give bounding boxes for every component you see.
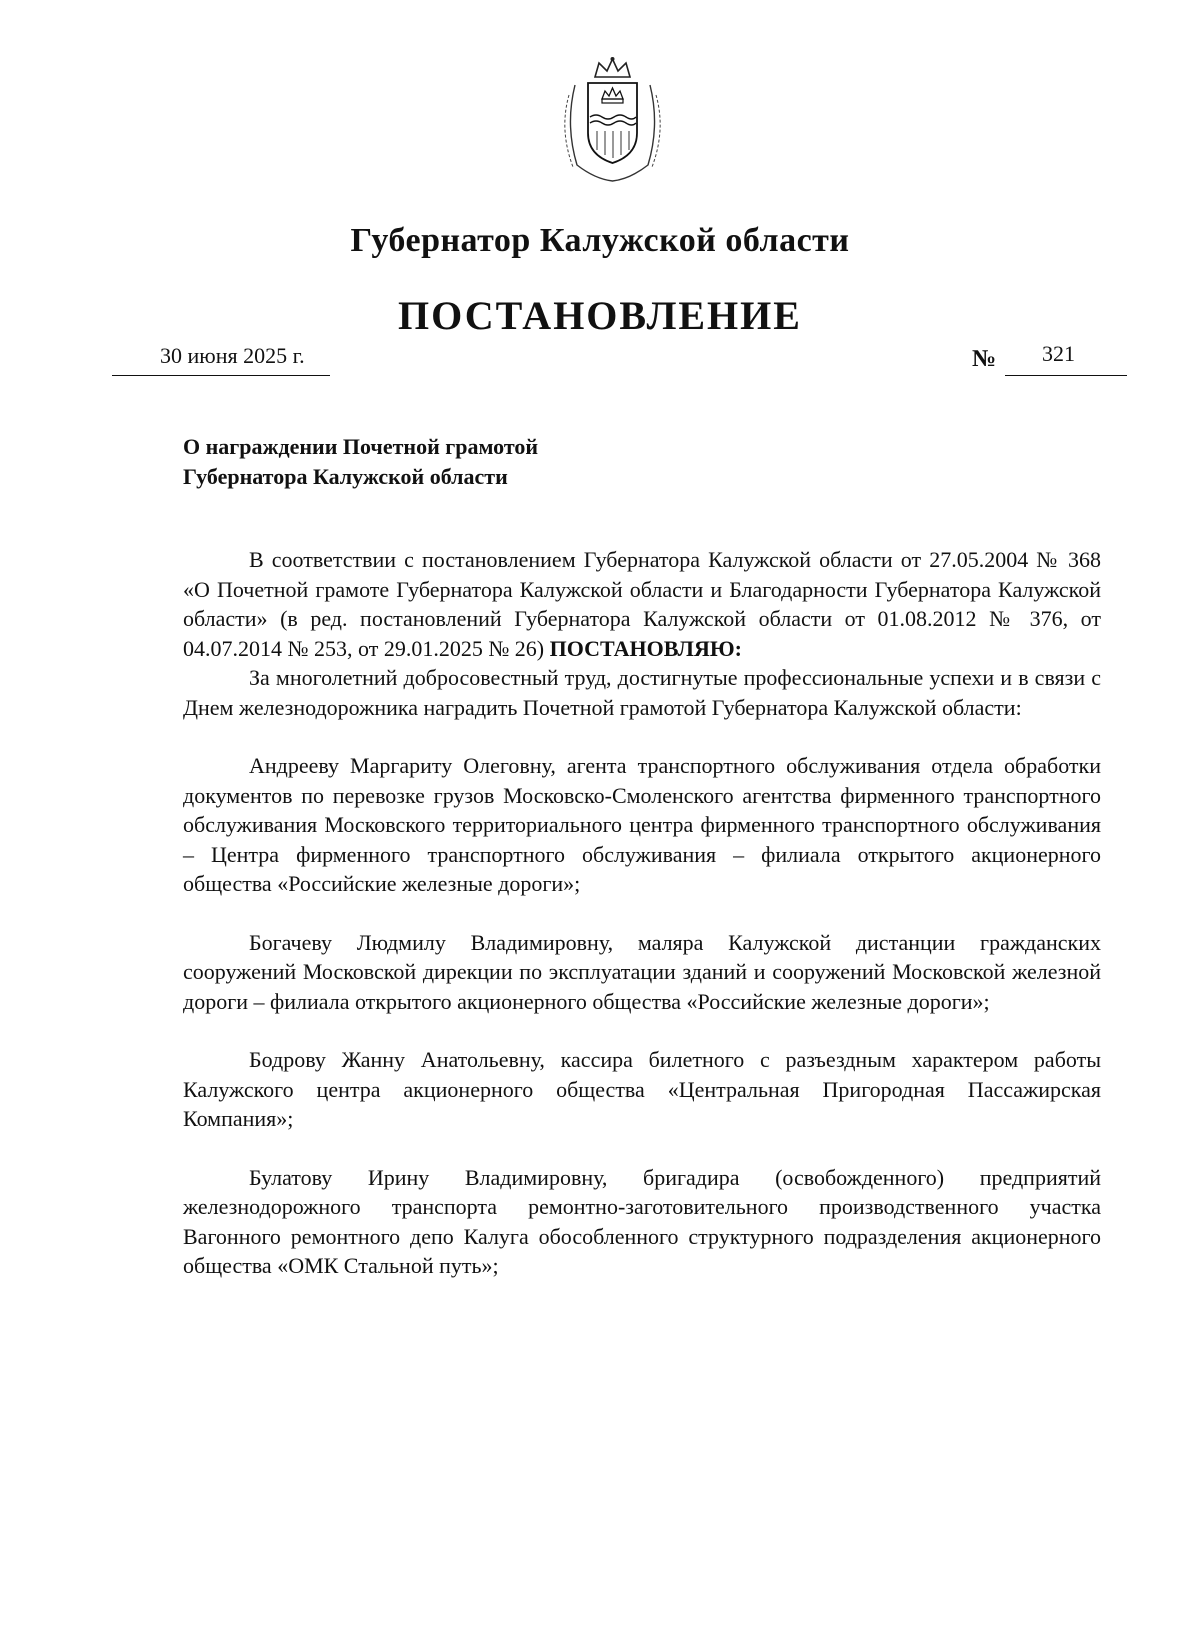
awardee-paragraph: Булатову Ирину Владимировну, бригадира (освобожденного) предприятий железнодорожного транспорта ремонтно-заготовительного производственного участка Вагонного ремонтного депо Калуга обособленного структурного подразделения акционерного общества «ОМК Стальной путь»; bbox=[183, 1164, 1101, 1278]
awardee-paragraph: Андрееву Маргариту Олеговну, агента транспортного обслуживания отдела обработки документов по перевозке грузов Московско-Смоленского агентства фирменного транспортного обслуживания Московского территориального центра фирменного транспортного обслуживания – Центра фирменного транспортного обслуживания – филиала открытого акционерного общества «Российские железные дороги»; bbox=[183, 753, 1101, 896]
awardee-paragraph: Бодрову Жанну Анатольевну, кассира билетного с разъездным характером работы Калужского центра акционерного общества «Центральная Пригородная Пассажирская Компания»; bbox=[183, 1047, 1101, 1131]
number-sign: № bbox=[972, 346, 997, 372]
issuer-title: Губернатор Калужской области bbox=[350, 222, 850, 259]
document-subject bbox=[183, 432, 538, 492]
decree-word: ПОСТАНОВЛЯЮ: bbox=[549, 635, 742, 661]
preamble-text: В соответствии с постановлением Губернатора Калужской области от 27.05.2004 № 368 «О Почетной грамоте Губернатора Калужской области и Благодарности Губернатора Калужской области» (в ред. постановлений Губернатора Калужской области от 01.08.2012 № 376, от 04.07.2014 № 253, от 29.01.2025 № 26) bbox=[183, 547, 1101, 661]
awardee-paragraph: Богачеву Людмилу Владимировну, маляра Калужской дистанции гражданских сооружений Московской дирекции по эксплуатации зданий и сооружений Московской железной дороги – филиала открытого акционерного общества «Российские железные дороги»; bbox=[183, 929, 1101, 1014]
kaluga-coat-of-arms-icon bbox=[555, 55, 670, 185]
subject-line-2: Губернатора Калужской области bbox=[183, 464, 508, 489]
preamble-paragraph bbox=[183, 545, 1101, 663]
document-date: 30 июня 2025 г. bbox=[160, 343, 305, 368]
subject-line-1: О награждении Почетной грамотой bbox=[183, 434, 539, 459]
document-body bbox=[183, 545, 1101, 1281]
document-type-title: ПОСТАНОВЛЕНИЕ bbox=[398, 293, 802, 338]
resolution-paragraph: За многолетний добросовестный труд, достигнутые профессиональные успехи и в связи с Днем железнодорожника наградить Почетной грамотой Губернатора Калужской области: bbox=[183, 665, 1101, 720]
document-number: 321 bbox=[1042, 341, 1075, 366]
